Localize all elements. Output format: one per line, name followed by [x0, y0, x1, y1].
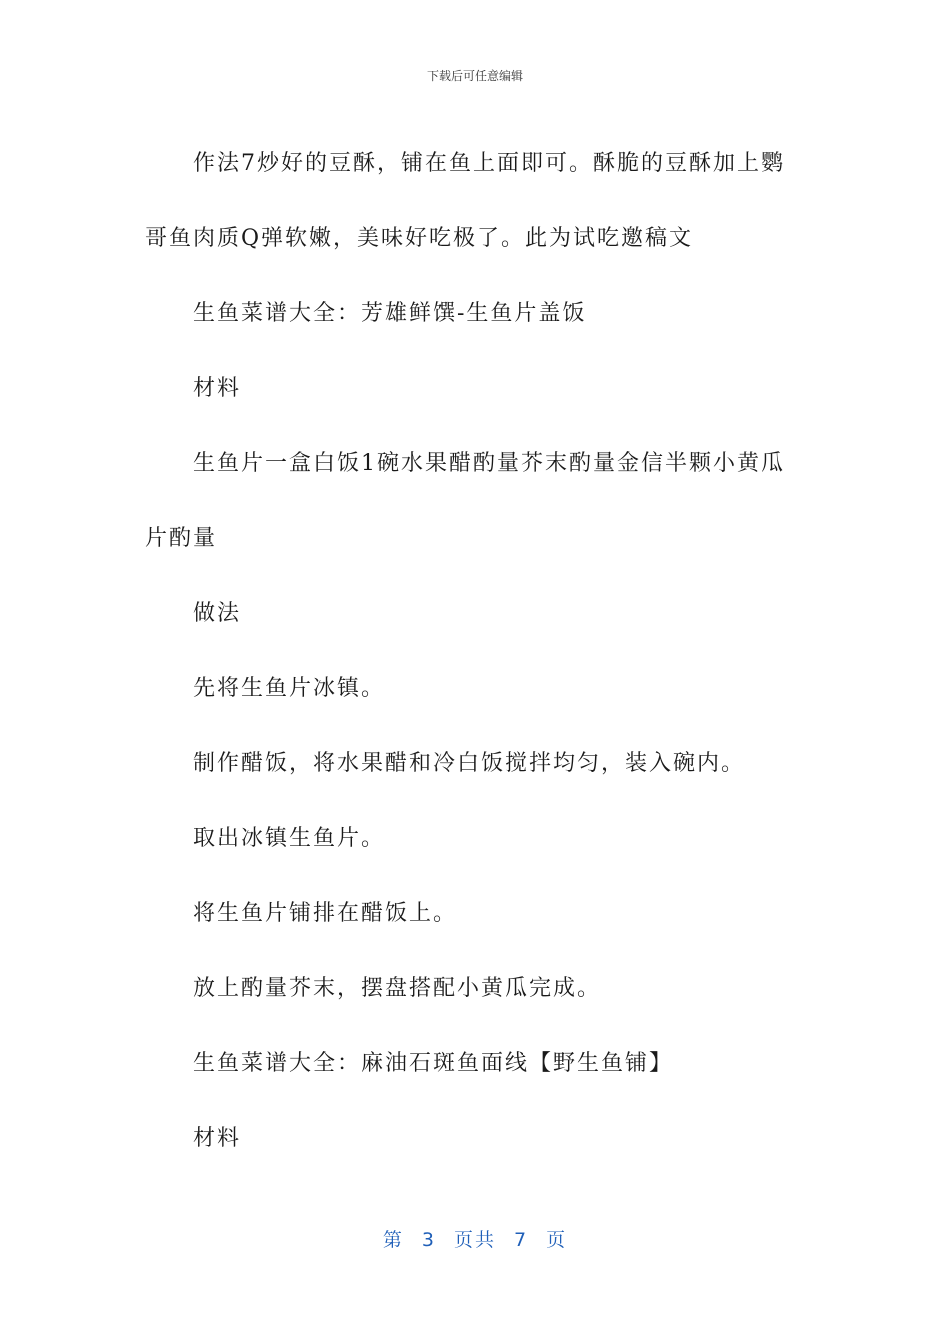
step-take-out-sashimi: 取出冰镇生鱼片。	[193, 826, 386, 851]
step-chill-sashimi: 先将生鱼片冰镇。	[193, 676, 386, 701]
document-body	[145, 126, 805, 1176]
heading-method: 做法	[193, 601, 242, 626]
footer-prefix: 第	[382, 1229, 404, 1251]
step-add-wasabi: 放上酌量芥末，摆盘搭配小黄瓜完成。	[193, 976, 602, 1001]
paragraph-ingredients-list: 生鱼片一盒白饭1碗水果醋酌量芥末酌量金信半颗小黄瓜片酌量	[145, 451, 785, 551]
heading-sesame-grouper-noodles: 生鱼菜谱大全：麻油石斑鱼面线【野生鱼铺】	[193, 1051, 674, 1076]
heading-sashimi-rice-bowl: 生鱼菜谱大全：芳雄鲜馔-生鱼片盖饭	[193, 301, 587, 326]
step-arrange-sashimi: 将生鱼片铺排在醋饭上。	[193, 901, 458, 926]
footer-middle: 页共	[453, 1229, 496, 1251]
heading-ingredients: 材料	[193, 376, 242, 401]
paragraph-bean-crisp-method: 作法7炒好的豆酥，铺在鱼上面即可。酥脆的豆酥加上鹦哥鱼肉质Q弹软嫩，美味好吃极了。此为试吃邀稿文	[145, 151, 785, 251]
footer-total-pages: 7	[514, 1229, 529, 1251]
footer-current-page: 3	[421, 1229, 436, 1251]
footer-suffix: 页	[546, 1229, 568, 1251]
heading-ingredients-2: 材料	[193, 1126, 242, 1151]
header-note: 下载后可任意编辑	[426, 69, 523, 83]
page-number-footer	[0, 1225, 950, 1252]
step-make-vinegar-rice: 制作醋饭，将水果醋和冷白饭搅拌均匀，装入碗内。	[193, 751, 746, 776]
